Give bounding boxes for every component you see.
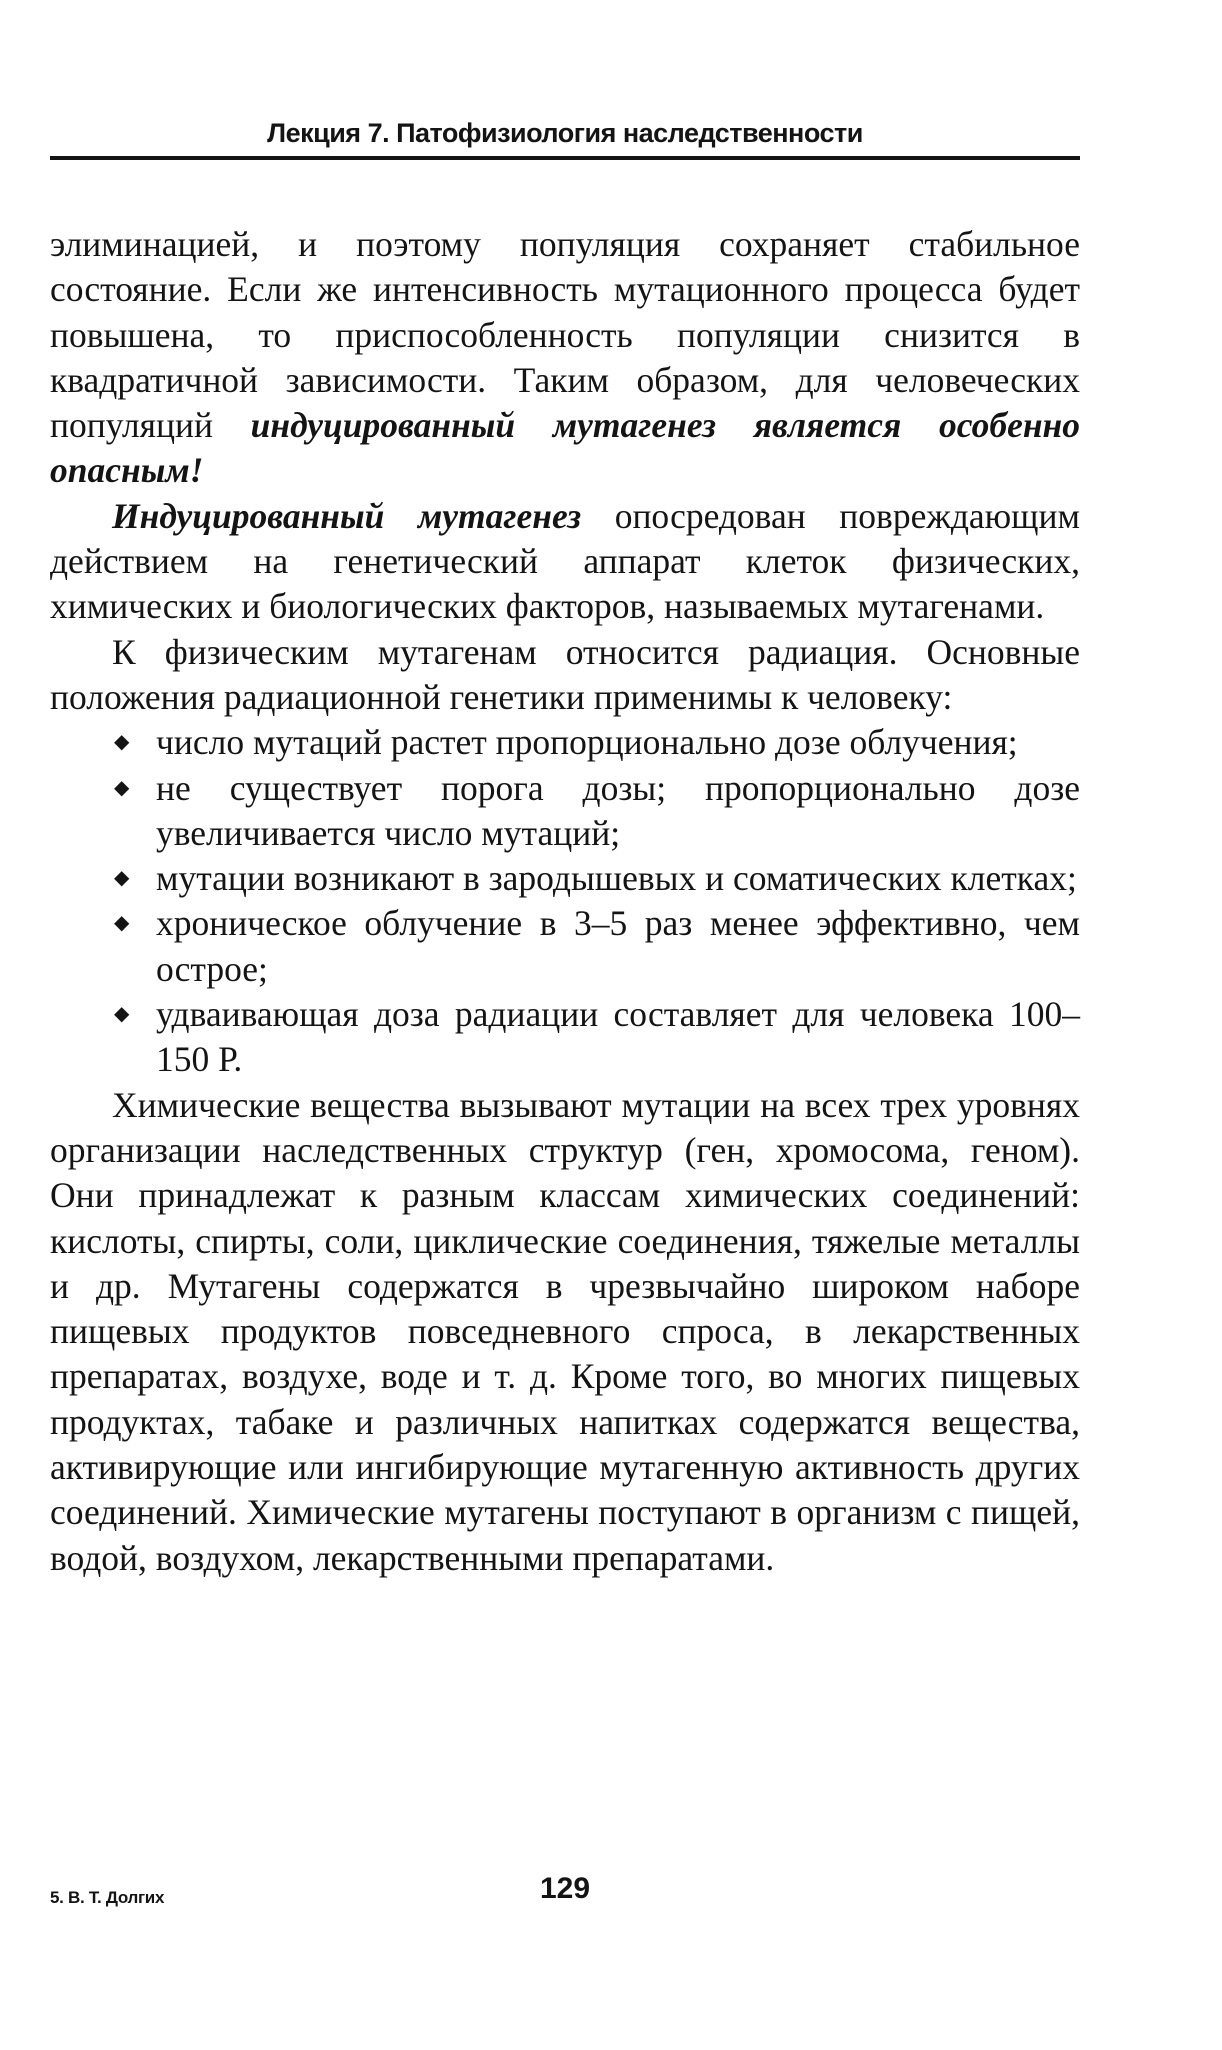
paragraph-2-term: Индуцированный мутагенез (112, 495, 582, 536)
paragraph-1 (50, 222, 1080, 494)
list-item: ◆ хроническое облучение в 3–5 раз менее эффективно, чем острое; (156, 901, 1080, 992)
radiation-genetics-list (50, 720, 1080, 1082)
paragraph-2-text: опосредован повреждающим действием на генетический аппарат клеток физических, химических и биологических факторов, называемых мутагенами. (50, 495, 1080, 627)
page-number: 129 (539, 1872, 591, 1905)
page-body (50, 222, 1080, 1581)
paragraph-1-emphasis: индуцированный мутагенез является особенно опасным! (50, 405, 1080, 491)
running-header-title: Лекция 7. Патофизиология наследственности (267, 118, 863, 148)
paragraph-1-text: элиминацией, и поэтому популяция сохраняет стабильное состояние. Если же интенсивность мутационного процесса будет повышена, то приспособленность популяции снизится в квадратичной зависимости. Таким образом, для человеческих популяций (50, 224, 1080, 446)
paragraph-3: К физическим мутагенам относится радиация. Основные положения радиационной генетики применимы к человеку: (50, 631, 1080, 717)
list-item: ◆ мутации возникают в зародышевых и соматических клетках; (156, 856, 1080, 901)
paragraph-4: Химические вещества вызывают мутации на всех трех уровнях организации наследственных структур (ген, хромосома, геном). Они принадлежат к разным классам химических соединений: кислоты, спирты, соли, циклические соединения, тяжелые металлы и др. Мутагены содержатся в чрезвычайно широком наборе пищевых продуктов повседневного спроса, в лекарственных препаратах, воздухе, воде и т. д. Кроме того, во многих пищевых продуктах, табаке и различных напитках содержатся вещества, активирующие или ингибирующие мутагенную активность других соединений. Химические мутагены поступают в организм с пищей, водой, воздухом, лекарственными препаратами. (50, 1084, 1080, 1578)
footer-author: 5. В. Т. Долгих (50, 1888, 165, 1907)
list-item: ◆ не существует порога дозы; пропорционально дозе увеличивается число мутаций; (156, 766, 1080, 857)
paragraph-2 (50, 494, 1080, 630)
header-rule (50, 156, 1080, 160)
list-item: ◆ удваивающая доза радиации составляет для человека 100–150 Р. (156, 992, 1080, 1083)
list-item: ◆ число мутаций растет пропорционально дозе облучения; (156, 720, 1080, 765)
